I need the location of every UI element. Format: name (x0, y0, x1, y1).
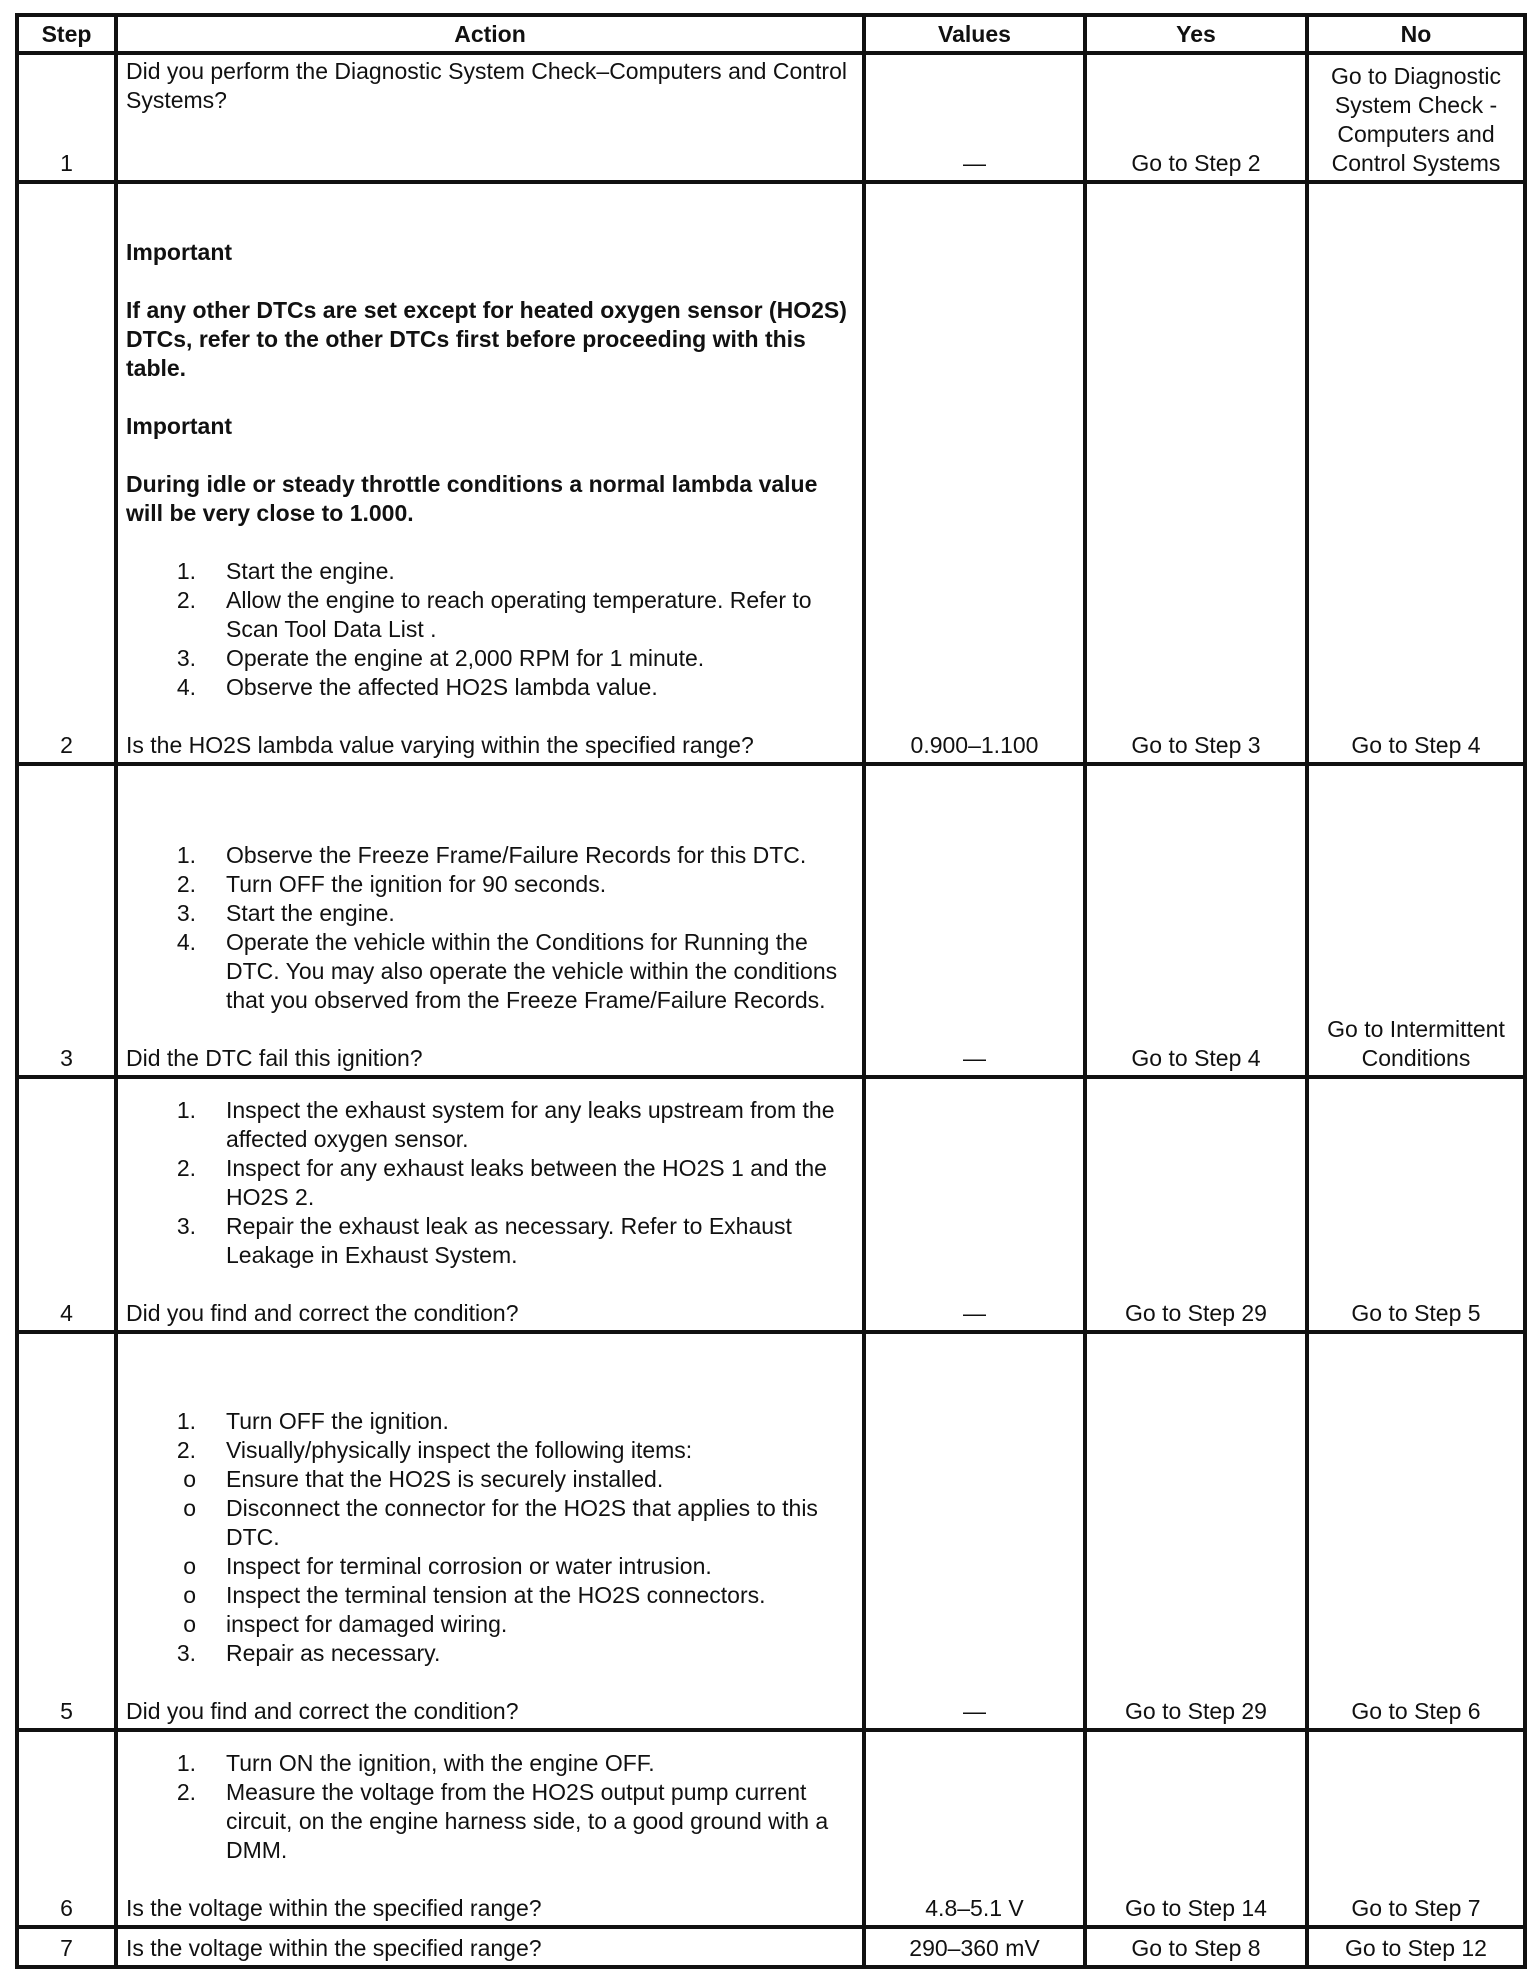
value-cell: 0.900–1.100 (864, 182, 1085, 764)
no-cell: Go to Step 6 (1307, 1332, 1525, 1730)
action-cell (116, 1332, 864, 1730)
header-yes: Yes (1085, 15, 1307, 53)
header-step: Step (17, 15, 116, 53)
list-item: 4. Operate the vehicle within the Conditions for Running the DTC. You may also operate the vehicle within the conditions that you observed from the Freeze Frame/Failure Records. (176, 929, 838, 1013)
procedure-list (126, 841, 854, 1015)
step-number: 6 (17, 1730, 116, 1927)
no-cell: Go to Step 4 (1307, 182, 1525, 764)
table-row (17, 182, 1525, 764)
step-number: 3 (17, 764, 116, 1077)
action-question: Did you find and correct the condition? (126, 1300, 519, 1326)
header-values: Values (864, 15, 1085, 53)
list-item: 2. Visually/physically inspect the following items: o Ensure that the HO2S is securely installed. o Disconnect the connector for the HO2S that applies to this DTC. o Inspect for terminal corrosion or water intrusion. o Inspect the terminal tension at the HO2S connectors. o inspect for damaged wiring. (126, 1436, 854, 1639)
sub-list-item: o inspect for damaged wiring. (183, 1611, 508, 1637)
list-item: 1. Turn ON the ignition, with the engine OFF. (176, 1750, 655, 1776)
list-item: 1. Observe the Freeze Frame/Failure Records for this DTC. (176, 842, 807, 868)
list-item: 4. Observe the affected HO2S lambda value. (176, 674, 658, 700)
yes-cell: Go to Step 14 (1085, 1730, 1307, 1927)
action-question: Is the voltage within the specified range? (126, 1935, 542, 1961)
step-number: 5 (17, 1332, 116, 1730)
procedure-list (126, 1407, 854, 1668)
step-number: 4 (17, 1077, 116, 1332)
list-item: 2. Measure the voltage from the HO2S output pump current circuit, on the engine harness side, to a good ground with a DMM. (176, 1779, 829, 1863)
value-cell: — (864, 1077, 1085, 1332)
sub-list-item: o Disconnect the connector for the HO2S that applies to this DTC. (183, 1495, 818, 1550)
table-row (17, 1077, 1525, 1332)
action-cell (116, 1077, 864, 1332)
list-item: 1. Start the engine. (176, 558, 395, 584)
procedure-list (126, 557, 854, 702)
procedure-list (126, 1096, 854, 1270)
no-cell: Go to Intermittent Conditions (1307, 764, 1525, 1077)
value-cell: 4.8–5.1 V (864, 1730, 1085, 1927)
important-text: During idle or steady throttle conditions a normal lambda value will be very close to 1.000. (126, 471, 818, 526)
action-question: Did you find and correct the condition? (126, 1698, 519, 1724)
header-no: No (1307, 15, 1525, 53)
sub-list-item: o Ensure that the HO2S is securely installed. (183, 1466, 664, 1492)
header-action: Action (116, 15, 864, 53)
sub-list-item: o Inspect the terminal tension at the HO2S connectors. (183, 1582, 766, 1608)
list-item: 2. Inspect for any exhaust leaks between the HO2S 1 and the HO2S 2. (176, 1155, 827, 1210)
diagnostic-table (15, 13, 1527, 1969)
table-row (17, 764, 1525, 1077)
important-text: If any other DTCs are set except for heated oxygen sensor (HO2S) DTCs, refer to the other DTCs first before proceeding with this table. (126, 297, 847, 381)
sub-list-item: o Inspect for terminal corrosion or water intrusion. (183, 1553, 712, 1579)
value-cell: — (864, 53, 1085, 182)
sub-list (183, 1465, 854, 1639)
list-item: 3. Repair as necessary. (176, 1640, 441, 1666)
step-number: 7 (17, 1927, 116, 1967)
yes-cell: Go to Step 8 (1085, 1927, 1307, 1967)
yes-cell: Go to Step 29 (1085, 1077, 1307, 1332)
no-cell: Go to Diagnostic System Check - Computers and Control Systems (1307, 53, 1525, 182)
list-item: 2. Allow the engine to reach operating temperature. Refer to Scan Tool Data List . (176, 587, 812, 642)
action-question: Is the voltage within the specified range? (126, 1895, 542, 1921)
no-cell: Go to Step 7 (1307, 1730, 1525, 1927)
list-item: 3. Repair the exhaust leak as necessary. Refer to Exhaust Leakage in Exhaust System. (176, 1213, 792, 1268)
action-question: Did you perform the Diagnostic System Check–Computers and Control Systems? (126, 58, 847, 113)
step-number: 2 (17, 182, 116, 764)
list-item-text: Visually/physically inspect the following items: (226, 1437, 693, 1463)
list-item: 3. Operate the engine at 2,000 RPM for 1 minute. (176, 645, 705, 671)
action-cell (116, 1730, 864, 1927)
list-item: 1. Inspect the exhaust system for any leaks upstream from the affected oxygen sensor. (176, 1097, 835, 1152)
important-label: Important (126, 239, 233, 265)
yes-cell: Go to Step 3 (1085, 182, 1307, 764)
procedure-list (126, 1749, 854, 1865)
action-cell (116, 53, 864, 182)
yes-cell: Go to Step 2 (1085, 53, 1307, 182)
no-cell: Go to Step 12 (1307, 1927, 1525, 1967)
important-label: Important (126, 413, 233, 439)
table-row (17, 1927, 1525, 1967)
list-item: 1. Turn OFF the ignition. (176, 1408, 449, 1434)
action-cell (116, 1927, 864, 1967)
no-cell: Go to Step 5 (1307, 1077, 1525, 1332)
yes-cell: Go to Step 29 (1085, 1332, 1307, 1730)
action-cell (116, 764, 864, 1077)
list-item: 3. Start the engine. (176, 900, 395, 926)
table-row (17, 53, 1525, 182)
value-cell: — (864, 1332, 1085, 1730)
list-item: 2. Turn OFF the ignition for 90 seconds. (176, 871, 607, 897)
yes-cell: Go to Step 4 (1085, 764, 1307, 1077)
value-cell: — (864, 764, 1085, 1077)
table-row (17, 1332, 1525, 1730)
action-cell (116, 182, 864, 764)
document-page (15, 13, 1523, 1969)
action-question: Did the DTC fail this ignition? (126, 1045, 423, 1071)
action-question: Is the HO2S lambda value varying within the specified range? (126, 732, 754, 758)
table-row (17, 1730, 1525, 1927)
value-cell: 290–360 mV (864, 1927, 1085, 1967)
step-number: 1 (17, 53, 116, 182)
table-header-row (17, 15, 1525, 53)
